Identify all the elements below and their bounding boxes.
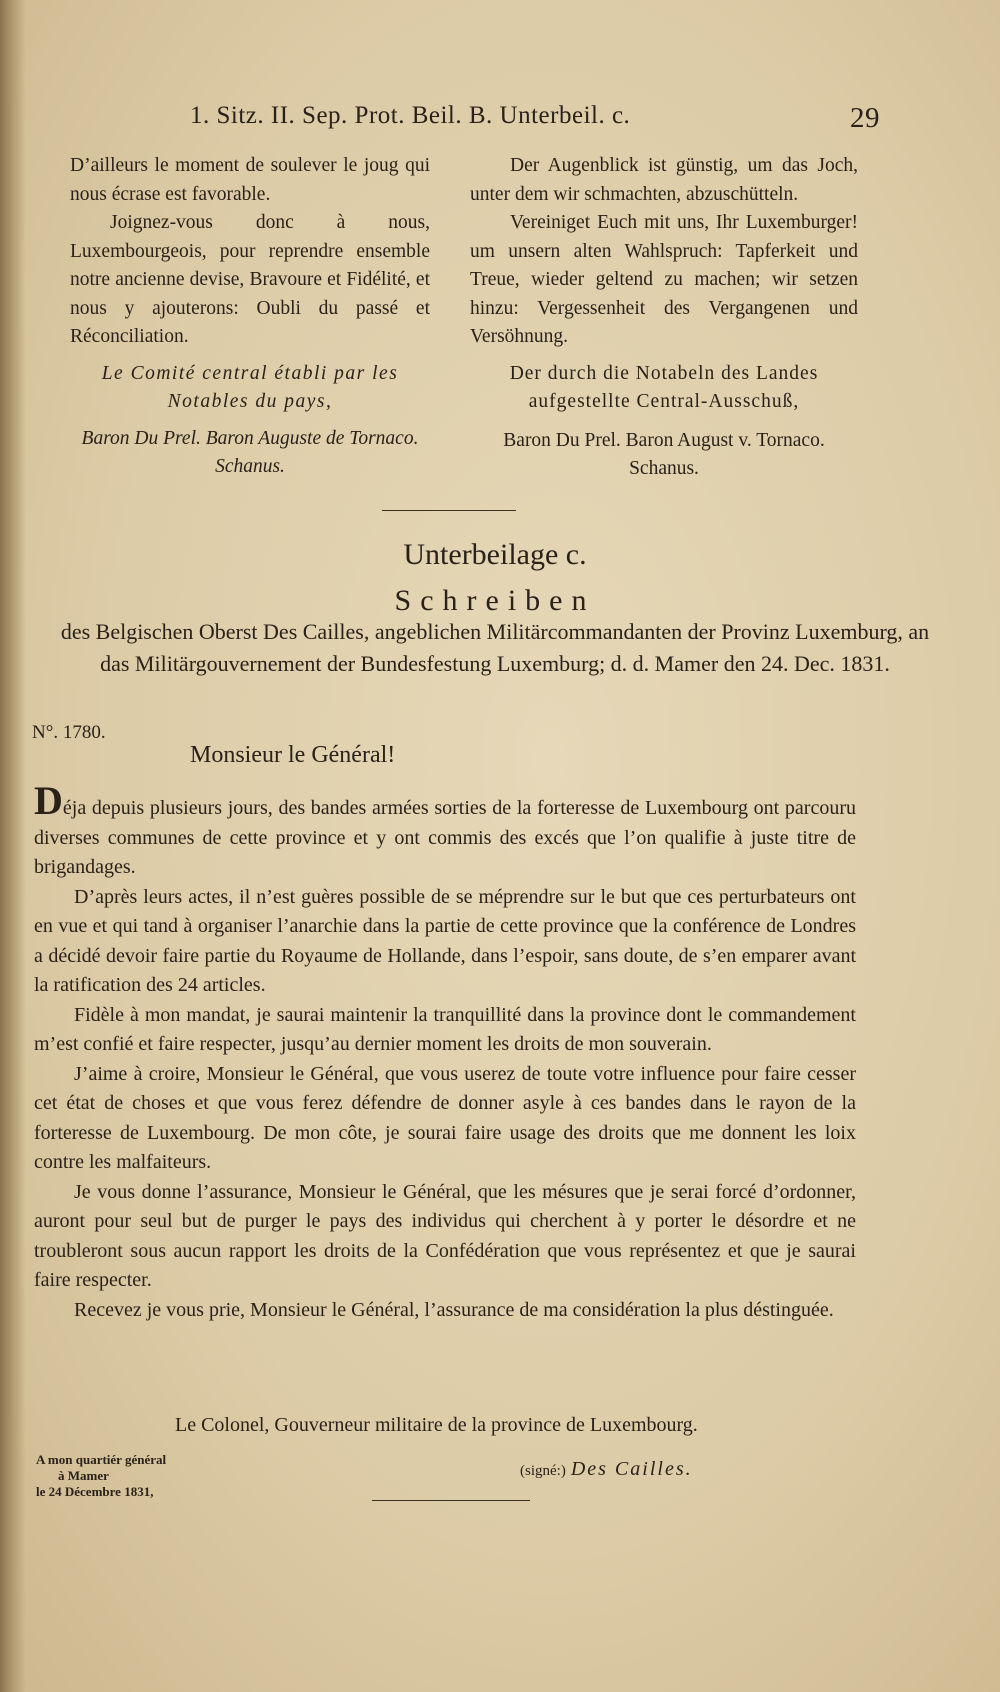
place-and-date bbox=[36, 1452, 166, 1500]
page-number: 29 bbox=[850, 102, 880, 134]
letter-paragraph-6: Recevez je vous prie, Monsieur le Général, l’assurance de ma considération la plus déstinguée. bbox=[74, 1298, 834, 1321]
signature-line bbox=[520, 1458, 693, 1481]
right-paragraph-2: Vereiniget Euch mit uns, Ihr Luxemburger! um unsern alten Wahlspruch: Tapferkeit und Treue, wieder geltend zu machen; wir setzen hinzu: Vergessenheit des Vergangenen und Versöhnung. bbox=[470, 212, 858, 347]
right-signers: Baron Du Prel. Baron August v. Tornaco. Schanus. bbox=[503, 429, 825, 479]
right-committee: Der durch die Notabeln des Landes aufgestellte Central-Ausschuß, bbox=[509, 362, 819, 412]
right-column-german bbox=[470, 152, 858, 484]
signed-name: Des Cailles. bbox=[570, 1458, 693, 1480]
document-description: des Belgischen Oberst Des Cailles, angeblichen Militärcommandanten der Provinz Luxemburg, an das Militärgouvernement der Bundesfestung Luxemburg; d. d. Mamer den 24. Dec. 1831. bbox=[60, 619, 930, 676]
left-committee: Le Comité central établi par les Notables du pays, bbox=[101, 362, 399, 412]
left-paragraph-1: D’ailleurs le moment de soulever le joug qui nous écrase est favorable. bbox=[70, 155, 430, 205]
place-line-3: le 24 Décembre 1831, bbox=[36, 1484, 154, 1499]
salutation: Monsieur le Général! bbox=[190, 742, 396, 768]
running-header bbox=[190, 102, 880, 134]
place-line-2: à Mamer bbox=[58, 1468, 109, 1483]
closing-rule bbox=[372, 1500, 530, 1501]
left-paragraph-2: Joignez-vous donc à nous, Luxembourgeois, pour reprendre ensemble notre ancienne devise, Bravoure et Fidélité, et nous y ajouterons: Oubli du passé et Réconciliation. bbox=[70, 212, 430, 347]
place-line-1: A mon quartiér général bbox=[36, 1452, 167, 1467]
letter-paragraph-1 bbox=[34, 778, 856, 883]
signed-label: (signé:) bbox=[520, 1463, 566, 1479]
left-column-french bbox=[70, 152, 430, 482]
document-number: N°. 1780. bbox=[32, 722, 106, 743]
left-signers: Baron Du Prel. Baron Auguste de Tornaco. Schanus. bbox=[81, 427, 419, 477]
document-type-heading: Schreiben bbox=[394, 584, 596, 617]
running-title: 1. Sitz. II. Sep. Prot. Beil. B. Unterbeil. c. bbox=[190, 102, 631, 129]
section-title: Unterbeilage c. bbox=[403, 538, 587, 571]
drop-cap: D bbox=[34, 778, 63, 823]
right-paragraph-1: Der Augenblick ist günstig, um das Joch, unter dem wir schmachten, abzuschütteln. bbox=[470, 155, 858, 205]
letter-paragraph-3: Fidèle à mon mandat, je saurai maintenir la tranquillité dans la province dont le commandement m’est confié et faire respecter, jusqu’au dernier moment les droits de mon souverain. bbox=[34, 1003, 856, 1055]
letter-body bbox=[34, 778, 856, 1325]
page-spine-edge bbox=[0, 0, 26, 1692]
letter-paragraph-1-text: éja depuis plusieurs jours, des bandes armées sorties de la forteresse de Luxembourg ont parcouru diverses communes de cette province et y ont commis des excés que l’on qualifie à juste titre de brigandages. bbox=[34, 797, 856, 878]
letter-paragraph-2: D’après leurs actes, il n’est guères possible de se méprendre sur le but que ces perturbateurs ont en vue et qui tand à organiser l’anarchie dans la partie de cette province que la conférence de Londres a décidé devoir faire partie du Royaume de Hollande, dans l’espoir, sans doute, de s’en emparer avant la ratification des 24 articles. bbox=[34, 885, 856, 996]
letter-paragraph-5: Je vous donne l’assurance, Monsieur le Général, que les mésures que je serai forcé d’ordonner, auront pour seul but de purger le pays des individus qui cherchent à y porter le désordre et ne troubleront sous aucun rapport les droits de la Confédération que vous représentez et que je saurai faire respecter. bbox=[34, 1180, 856, 1291]
closing-title: Le Colonel, Gouverneur militaire de la province de Luxembourg. bbox=[175, 1414, 698, 1436]
letter-paragraph-4: J’aime à croire, Monsieur le Général, que vous userez de toute votre influence pour faire cesser cet état de choses et que vous ferez défendre de donner asyle à ces bandes dans le rayon de la forteresse de Luxembourg. De mon côte, je sourai faire usage des droits que me donnent les loix contre les malfaiteurs. bbox=[34, 1062, 856, 1173]
section-divider bbox=[382, 510, 516, 511]
